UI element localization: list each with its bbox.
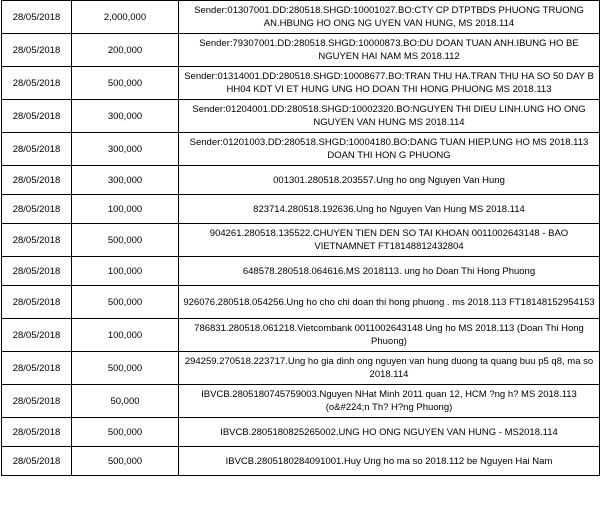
table-row	[2, 195, 600, 224]
date-cell: 28/05/2018	[2, 195, 72, 224]
amount-cell: 50,000	[72, 385, 179, 418]
amount-cell: 500,000	[72, 447, 179, 476]
amount-cell: 300,000	[72, 100, 179, 133]
description-cell: 823714.280518.192636.Ung ho Nguyen Van Hung MS 2018.114	[179, 195, 600, 224]
description-cell: IBVCB.2805180745759003.Nguyen NHat Minh 2011 quan 12, HCM ?ng h? MS 2018.113 (o&#224;n Th? H?ng Phuong)	[179, 385, 600, 418]
description-cell: 001301.280518.203557.Ung ho ong Nguyen Van Hung	[179, 166, 600, 195]
table-row	[2, 67, 600, 100]
description-cell: Sender:79307001.DD:280518.SHGD:10000873.BO:DU DOAN TUAN ANH.IBUNG HO BE NGUYEN HAI NAM MS 2018.112	[179, 34, 600, 67]
transactions-table	[1, 0, 600, 476]
table-row	[2, 418, 600, 447]
table-row	[2, 166, 600, 195]
date-cell: 28/05/2018	[2, 133, 72, 166]
description-cell: Sender:01314001.DD:280518.SHGD:10008677.BO:TRAN THU HA.TRAN THU HA SO 50 DAY B HH04 KDT VI ET HUNG UNG HO DOAN THI HONG PHUONG MS 2018.113	[179, 67, 600, 100]
date-cell: 28/05/2018	[2, 166, 72, 195]
date-cell: 28/05/2018	[2, 257, 72, 286]
amount-cell: 100,000	[72, 195, 179, 224]
date-cell: 28/05/2018	[2, 418, 72, 447]
table-row	[2, 224, 600, 257]
amount-cell: 200,000	[72, 34, 179, 67]
table-row	[2, 133, 600, 166]
description-cell: Sender:01201003.DD:280518.SHGD:10004180.BO:DANG TUAN HIEP.UNG HO MS 2018.113 DOAN THI HON G PHUONG	[179, 133, 600, 166]
table-row	[2, 100, 600, 133]
amount-cell: 100,000	[72, 257, 179, 286]
table-row	[2, 286, 600, 319]
amount-cell: 2,000,000	[72, 1, 179, 34]
table-row	[2, 257, 600, 286]
description-cell: 294259.270518.223717.Ung ho gia dinh ong nguyen van hung duong ta quang buu p5 q8, ma so 2018.114	[179, 352, 600, 385]
date-cell: 28/05/2018	[2, 34, 72, 67]
date-cell: 28/05/2018	[2, 286, 72, 319]
table-row	[2, 319, 600, 352]
table-row	[2, 447, 600, 476]
table-row	[2, 352, 600, 385]
description-cell: Sender:01204001.DD:280518.SHGD:10002320.BO:NGUYEN THI DIEU LINH.UNG HO ONG NGUYEN VAN HUNG MS 2018.114	[179, 100, 600, 133]
date-cell: 28/05/2018	[2, 100, 72, 133]
amount-cell: 500,000	[72, 286, 179, 319]
amount-cell: 500,000	[72, 224, 179, 257]
amount-cell: 300,000	[72, 166, 179, 195]
date-cell: 28/05/2018	[2, 385, 72, 418]
description-cell: 926076.280518.054256.Ung ho cho chi doan thi hong phuong . ms 2018.113 FT18148152954153	[179, 286, 600, 319]
table-row	[2, 34, 600, 67]
description-cell: Sender:01307001.DD:280518.SHGD:10001027.BO:CTY CP DTPTBDS PHUONG TRUONG AN.HBUNG HO ONG NG UYEN VAN HUNG, MS 2018.114	[179, 1, 600, 34]
amount-cell: 500,000	[72, 67, 179, 100]
description-cell: IBVCB.2805180284091001.Huy Ung ho ma so 2018.112 be Nguyen Hai Nam	[179, 447, 600, 476]
description-cell: 786831.280518.061218.Vietcombank 0011002643148 Ung ho MS 2018.113 (Doan Thi Hong Phuong)	[179, 319, 600, 352]
date-cell: 28/05/2018	[2, 352, 72, 385]
description-cell: 904261.280518.135522.CHUYEN TIEN DEN SO TAI KHOAN 0011002643148 - BAO VIETNAMNET FT18148812432804	[179, 224, 600, 257]
date-cell: 28/05/2018	[2, 319, 72, 352]
amount-cell: 100,000	[72, 319, 179, 352]
date-cell: 28/05/2018	[2, 224, 72, 257]
date-cell: 28/05/2018	[2, 447, 72, 476]
table-row	[2, 1, 600, 34]
description-cell: IBVCB.2805180825265002.UNG HO ONG NGUYEN VAN HUNG - MS2018.114	[179, 418, 600, 447]
description-cell: 648578.280518.064616.MS 2018113. ung ho Doan Thi Hong Phuong	[179, 257, 600, 286]
table-row	[2, 385, 600, 418]
date-cell: 28/05/2018	[2, 1, 72, 34]
date-cell: 28/05/2018	[2, 67, 72, 100]
amount-cell: 500,000	[72, 352, 179, 385]
amount-cell: 500,000	[72, 418, 179, 447]
amount-cell: 300,000	[72, 133, 179, 166]
